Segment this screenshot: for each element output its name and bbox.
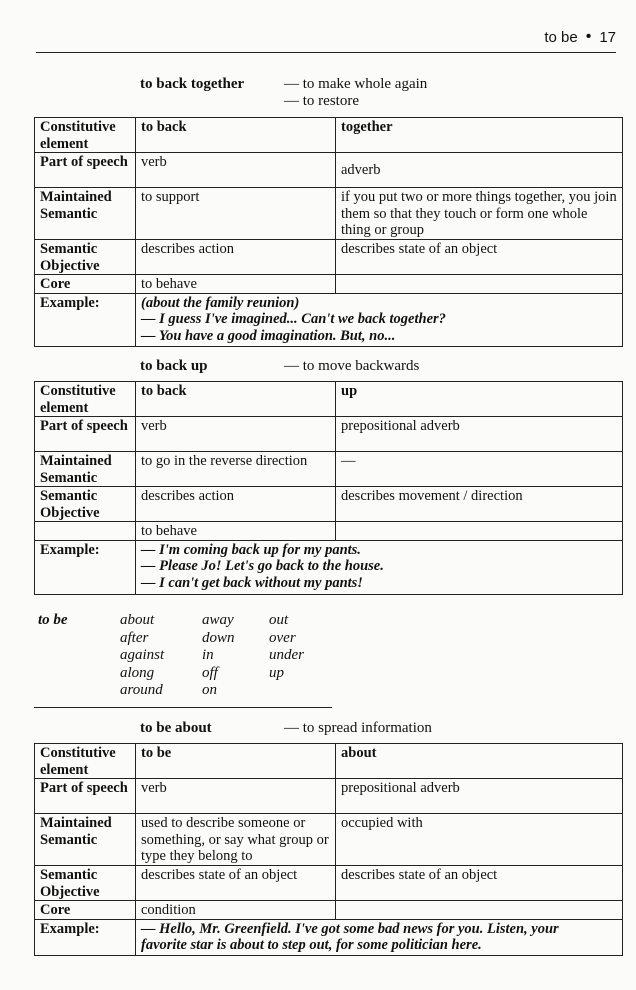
entry-table: [34, 381, 623, 595]
table-row: [35, 275, 623, 294]
cell: to behave: [136, 522, 336, 541]
example-row: [35, 293, 623, 346]
preposition: against: [120, 647, 165, 663]
example-row: [35, 540, 623, 594]
entry-phrase: to back together: [140, 76, 245, 92]
row-label: Semantic Objective: [35, 487, 136, 522]
cell: describes state of an object: [136, 866, 336, 901]
preposition: over: [269, 629, 296, 646]
header-cell: about: [336, 744, 623, 779]
table-header-row: [35, 744, 623, 779]
table-header-row: [35, 382, 623, 417]
preposition: out: [269, 612, 289, 628]
header-cell: Constitutive element: [35, 382, 136, 417]
table-row: [35, 814, 623, 866]
example-label: Example:: [35, 540, 136, 594]
preposition: in: [202, 647, 214, 663]
example-line: — Hello, Mr. Greenfield. I've got some bad news for you. Listen, your: [141, 920, 559, 937]
table-row: [35, 452, 623, 487]
entry-phrase: to back up: [140, 358, 208, 374]
preposition: down: [202, 629, 235, 646]
preposition: around: [120, 682, 163, 698]
preposition: about: [120, 612, 155, 628]
entry-heading: [140, 720, 432, 737]
preposition-list: [38, 612, 338, 702]
preposition: along: [120, 664, 155, 681]
definition: — to make whole again: [284, 76, 428, 92]
table-row: [35, 779, 623, 814]
example-cell: [136, 293, 623, 346]
entry-definitions: [284, 358, 419, 375]
page-number: 17: [599, 28, 616, 46]
example-cell: [136, 540, 623, 594]
row-label: Part of speech: [35, 153, 136, 188]
preposition: up: [269, 664, 284, 681]
header-cell: Constitutive element: [35, 118, 136, 153]
table-row: [35, 188, 623, 240]
table-row: [35, 240, 623, 275]
header-cell: to be: [136, 744, 336, 779]
preposition: after: [120, 629, 149, 646]
running-header: [544, 28, 616, 46]
cell: adverb: [336, 153, 623, 188]
entry-definitions: [284, 76, 427, 110]
table-row: [35, 417, 623, 452]
cell: describes action: [136, 487, 336, 522]
example-label: Example:: [35, 293, 136, 346]
header-cell: up: [336, 382, 623, 417]
example-cell: [136, 919, 623, 955]
row-label: Semantic Objective: [35, 866, 136, 901]
cell: —: [336, 452, 623, 487]
header-cell: to back: [136, 118, 336, 153]
row-label: Maintained Semantic: [35, 814, 136, 866]
table-row: [35, 487, 623, 522]
table-row: [35, 153, 623, 188]
cell: if you put two or more things together, you join them so that they touch or form one whole thing or group: [336, 188, 623, 240]
definition: — to restore: [284, 93, 359, 109]
cell: prepositional adverb: [336, 417, 623, 452]
preposition-column: [120, 612, 164, 700]
cell: [336, 522, 623, 541]
row-label: [35, 522, 136, 541]
row-label: Core: [35, 901, 136, 920]
entry-definitions: [284, 720, 432, 737]
cell: describes state of an object: [336, 240, 623, 275]
example-line: — Please Jo! Let's go back to the house.: [141, 558, 384, 574]
cell: [336, 275, 623, 294]
cell: describes movement / direction: [336, 487, 623, 522]
header-rule: [36, 52, 616, 53]
example-line: — You have a good imagination. But, no...: [141, 327, 396, 344]
bullet-separator: •: [585, 28, 592, 45]
preposition: on: [202, 682, 217, 698]
cell: describes state of an object: [336, 866, 623, 901]
header-cell: to back: [136, 382, 336, 417]
example-line: — I can't get back without my pants!: [141, 574, 363, 591]
preposition-column: [269, 612, 304, 682]
preposition: away: [202, 612, 234, 628]
cell: to behave: [136, 275, 336, 294]
table-row: [35, 522, 623, 541]
cell: to support: [136, 188, 336, 240]
cell: verb: [136, 153, 336, 188]
entry-heading: [140, 76, 427, 110]
cell: occupied with: [336, 814, 623, 866]
definition: — to spread information: [284, 720, 432, 736]
preposition-column: [202, 612, 235, 700]
header-cell: Constitutive element: [35, 744, 136, 779]
cell: used to describe someone or something, or say what group or type they belong to: [136, 814, 336, 866]
cell: verb: [136, 417, 336, 452]
row-label: Part of speech: [35, 417, 136, 452]
example-line: favorite star is about to step out, for some politician here.: [141, 937, 482, 953]
example-line: — I guess I've imagined... Can't we back together?: [141, 311, 446, 327]
entry-table: [34, 743, 623, 956]
example-row: [35, 919, 623, 955]
entry-phrase: to be about: [140, 720, 212, 736]
cell: describes action: [136, 240, 336, 275]
table-row: [35, 901, 623, 920]
preposition-list-label: to be: [38, 612, 68, 628]
row-label: Maintained Semantic: [35, 188, 136, 240]
table-row: [35, 866, 623, 901]
header-cell: together: [336, 118, 623, 153]
cell: to go in the reverse direction: [136, 452, 336, 487]
row-label: Semantic Objective: [35, 240, 136, 275]
row-label: Part of speech: [35, 779, 136, 814]
example-line: — I'm coming back up for my pants.: [141, 541, 361, 558]
cell: condition: [136, 901, 336, 920]
example-label: Example:: [35, 919, 136, 955]
preposition: off: [202, 664, 218, 681]
running-title: to be: [544, 28, 578, 46]
row-label: Core: [35, 275, 136, 294]
cell: [336, 901, 623, 920]
cell: verb: [136, 779, 336, 814]
entry-table: [34, 117, 623, 347]
definition: — to move backwards: [284, 358, 420, 374]
section-divider: [34, 707, 332, 708]
example-line: (about the family reunion): [141, 294, 300, 311]
cell: prepositional adverb: [336, 779, 623, 814]
entry-heading: [140, 358, 419, 375]
row-label: Maintained Semantic: [35, 452, 136, 487]
preposition: under: [269, 647, 304, 663]
table-header-row: [35, 118, 623, 153]
